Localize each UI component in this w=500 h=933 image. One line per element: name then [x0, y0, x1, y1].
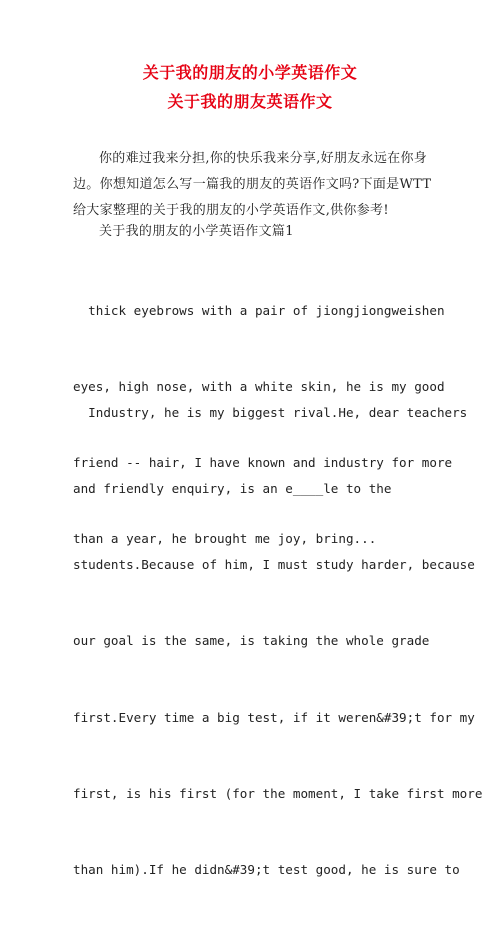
- essay-line: eyes, high nose, with a white skin, he is my good: [73, 379, 445, 395]
- essay-line: thick eyebrows with a pair of jiongjiongweishen: [73, 302, 445, 318]
- essay-line: than him).If he didn&#39;t test good, he is sure to: [73, 862, 460, 878]
- essay-line: Industry, he is my biggest rival.He, dear teachers: [73, 404, 468, 420]
- section-heading: 关于我的朋友的小学英语作文篇1: [99, 224, 294, 239]
- essay-line: our goal is the same, is taking the whole grade: [73, 633, 430, 649]
- essay-paragraph-2: [73, 349, 483, 933]
- essay-line: first.Every time a big test, if it weren&#39;t for my: [73, 709, 475, 725]
- intro-paragraph: 你的难过我来分担,你的快乐我来分享,好朋友永远在你身边。你想知道怎么写一篇我的朋友的英语作文吗?下面是WTT给大家整理的关于我的朋友的小学英语作文,供你参考!: [73, 151, 432, 218]
- document-subtitle: 关于我的朋友英语作文: [167, 92, 333, 111]
- essay-line: first, is his first (for the moment, I take first more: [73, 785, 483, 801]
- document-title: 关于我的朋友的小学英语作文: [142, 63, 358, 82]
- essay-line: than a year, he brought me joy, bring...: [73, 531, 377, 547]
- essay-line: friend -- hair, I have known and industry for more: [73, 455, 453, 471]
- essay-line: students.Because of him, I must study harder, because: [73, 557, 475, 573]
- essay-line: and friendly enquiry, is an e____le to the: [73, 481, 392, 497]
